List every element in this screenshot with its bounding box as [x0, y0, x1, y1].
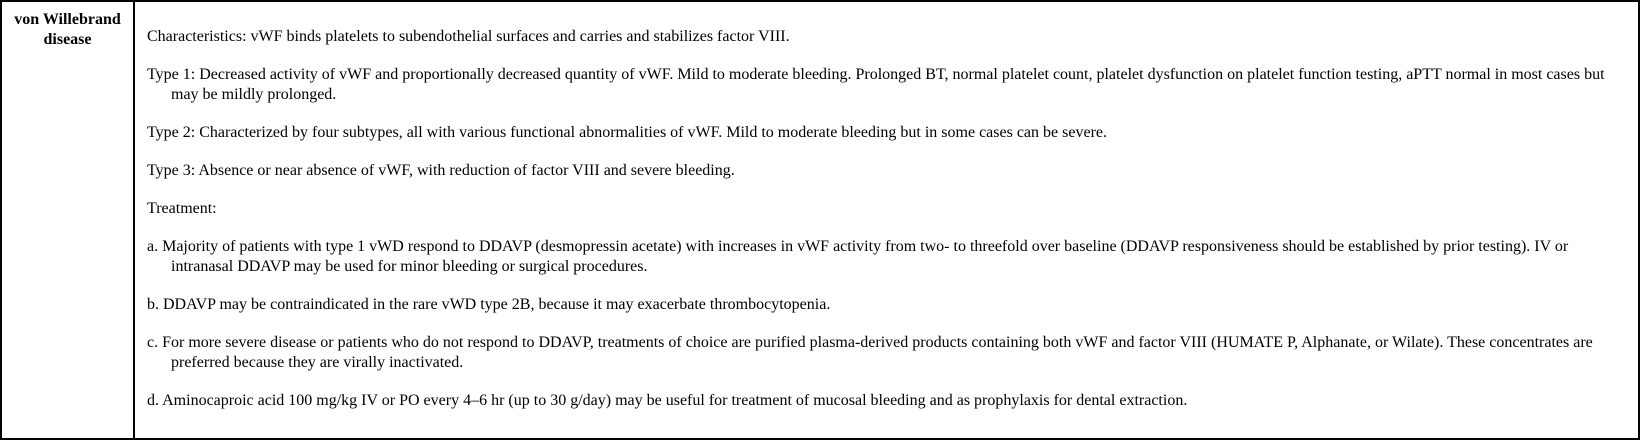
- row-header-cell: [2, 2, 135, 438]
- treatment-item-c: c. For more severe disease or patients who do not respond to DDAVP, treatments of choice are purified plasma-derived products containing both vWF and factor VIII (HUMATE P, Alphanate, or Wilate). These concentrates are preferred because they are virally inactivated.: [147, 334, 1593, 371]
- treatment-item-a: a. Majority of patients with type 1 vWD respond to DDAVP (desmopressin acetate) with increases in vWF activity from two- to threefold over baseline (DDAVP responsiveness should be established by prior testing). IV or intranasal DDAVP may be used for minor bleeding or surgical procedures.: [147, 238, 1569, 275]
- type-2-paragraph: Type 2: Characterized by four subtypes, all with various functional abnormalities of vWF. Mild to moderate bleeding but in some cases can be severe.: [147, 124, 1107, 141]
- row-header-label: von Willebrand disease: [14, 11, 121, 48]
- treatment-item-d: d. Aminocaproic acid 100 mg/kg IV or PO every 4–6 hr (up to 30 g/day) may be useful for treatment of mucosal bleeding and as prophylaxis for dental extraction.: [147, 392, 1188, 409]
- type-3-paragraph: Type 3: Absence or near absence of vWF, with reduction of factor VIII and severe bleeding.: [147, 162, 735, 179]
- treatment-heading: Treatment:: [147, 200, 217, 217]
- characteristics-paragraph: Characteristics: vWF binds platelets to subendothelial surfaces and carries and stabilizes factor VIII.: [147, 28, 790, 45]
- content-cell: [135, 2, 1638, 438]
- treatment-item-b: b. DDAVP may be contraindicated in the rare vWD type 2B, because it may exacerbate thrombocytopenia.: [147, 296, 831, 313]
- type-1-paragraph: Type 1: Decreased activity of vWF and proportionally decreased quantity of vWF. Mild to moderate bleeding. Prolonged BT, normal platelet count, platelet dysfunction on platelet function testing, aPTT normal in most cases but may be mildly prolonged.: [147, 66, 1605, 103]
